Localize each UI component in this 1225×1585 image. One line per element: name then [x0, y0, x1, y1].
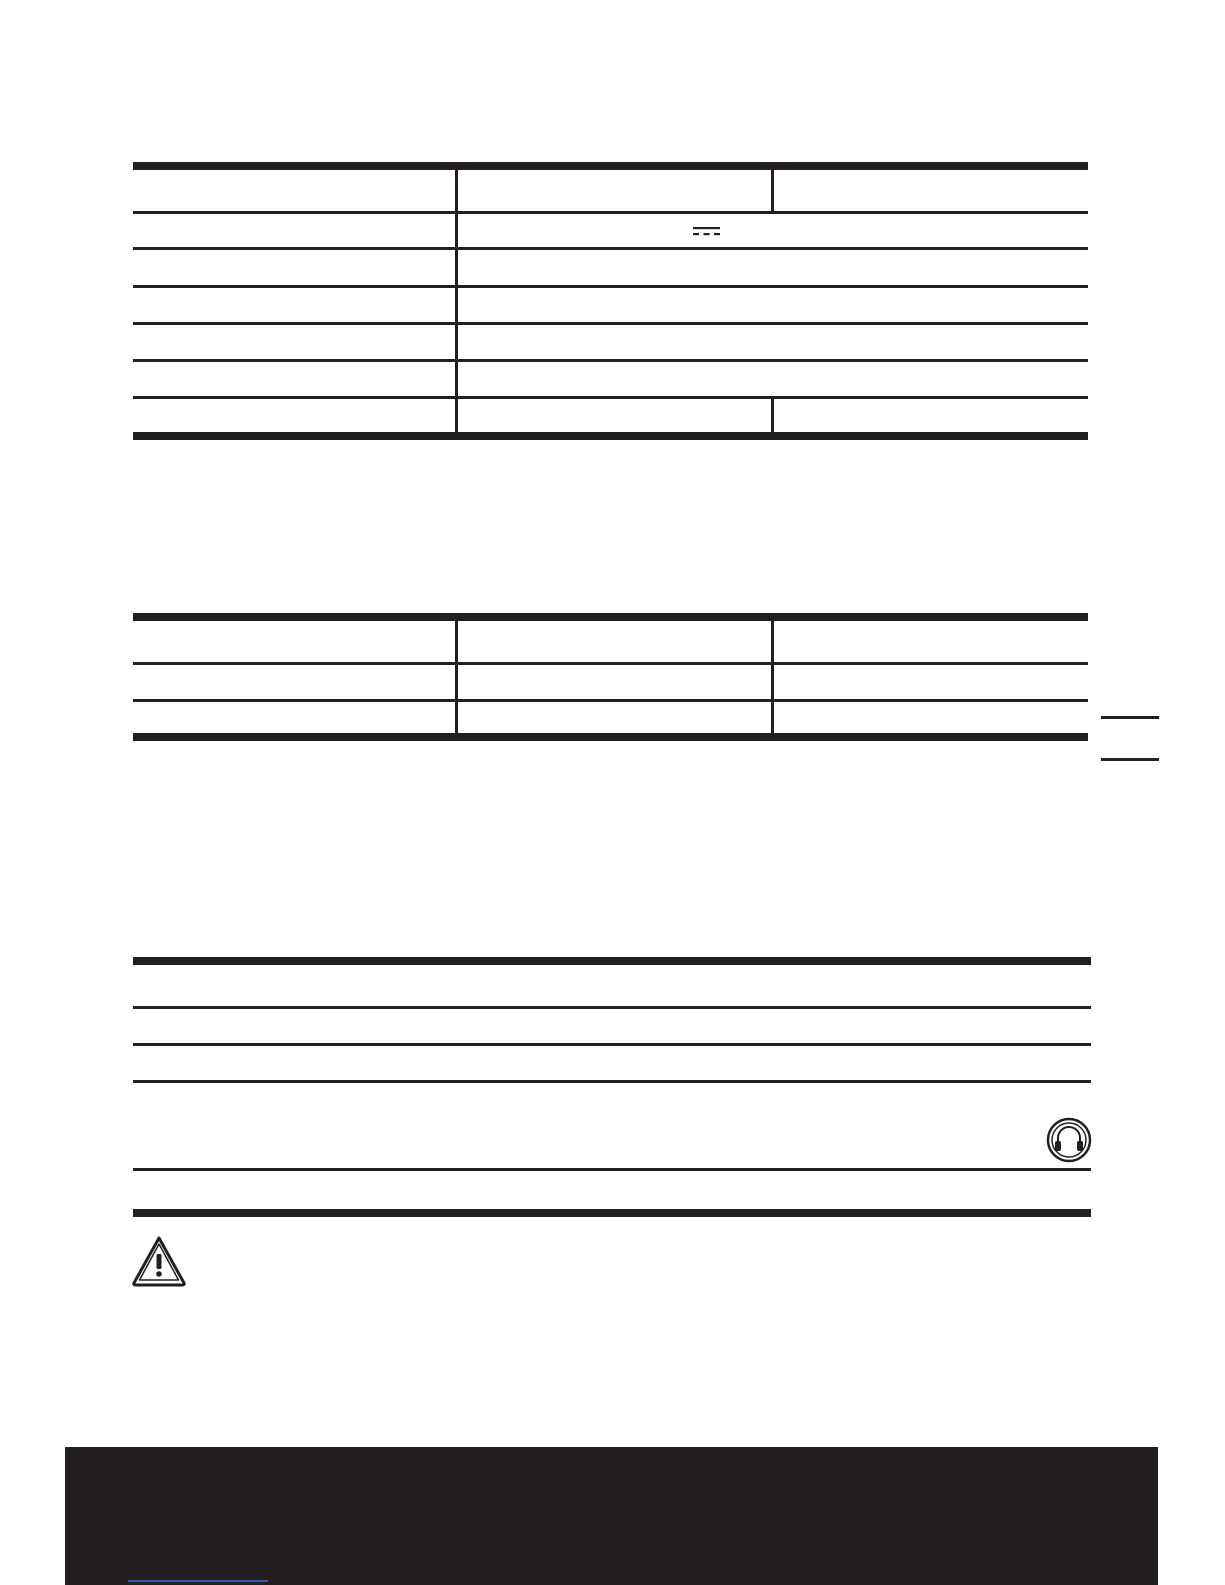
noise-table-row-rule	[133, 1043, 1091, 1046]
noise-table-row-rule	[133, 1006, 1091, 1009]
ear-protection-icon	[1046, 1117, 1092, 1163]
noise-table-bottom-rule	[133, 1209, 1091, 1217]
dc-voltage-icon	[693, 226, 720, 238]
side-tab-rule	[1101, 758, 1159, 761]
footer-bar	[65, 1447, 1158, 1585]
accessory-table-row-rule	[133, 662, 1088, 665]
noise-table-row-rule	[133, 1080, 1091, 1083]
footer-link-underline	[128, 1580, 268, 1582]
spec-table-bottom-rule	[133, 432, 1088, 440]
spec-table-column-divider	[771, 170, 774, 211]
spec-table-row-rule	[133, 359, 1088, 362]
accessory-table-row-rule	[133, 699, 1088, 702]
accessory-table-column-divider	[455, 621, 458, 733]
accessory-table-column-divider	[771, 621, 774, 733]
warning-triangle-icon	[131, 1234, 187, 1288]
spec-table-column-divider	[771, 399, 774, 432]
spec-table-top-rule	[133, 162, 1088, 170]
spec-table-row-rule	[133, 322, 1088, 325]
accessory-table-bottom-rule	[133, 733, 1088, 741]
spec-table-column-divider	[455, 170, 458, 432]
noise-table-top-rule	[133, 957, 1091, 965]
spec-table-row-rule	[133, 211, 1088, 214]
side-tab-rule	[1101, 716, 1159, 719]
spec-table-row-rule	[133, 285, 1088, 288]
accessory-table-top-rule	[133, 613, 1088, 621]
noise-table-row-rule	[133, 1168, 1091, 1171]
spec-table-row-rule	[133, 247, 1088, 250]
spec-table-row-rule	[133, 396, 1088, 399]
